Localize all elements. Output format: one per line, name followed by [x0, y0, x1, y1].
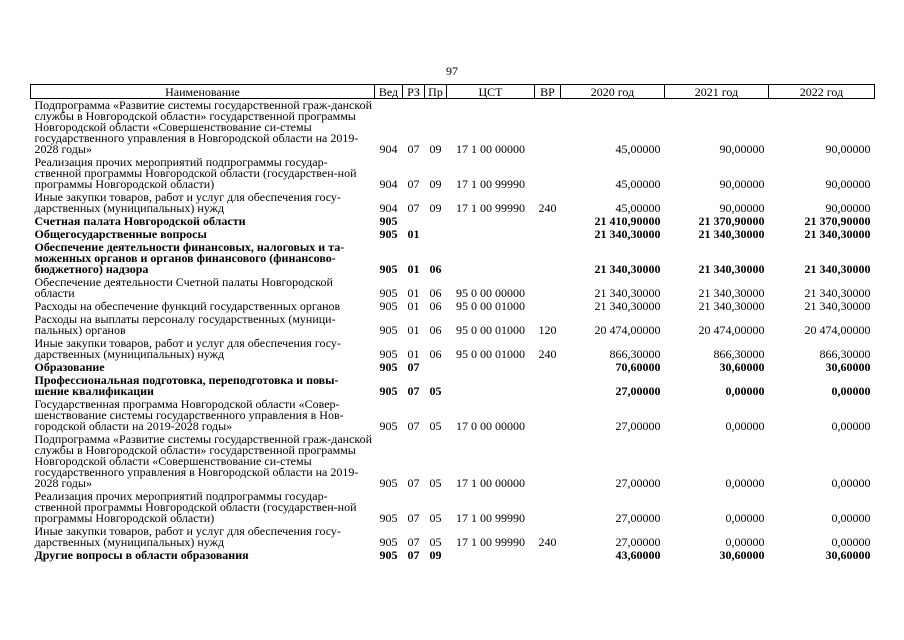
cell-name: Государственная программа Новгородской области «Совер-шенствование системы государственного управления в Нов-городской области на 2019-2028 годы»	[34, 397, 344, 433]
cell-pr: 06	[429, 262, 442, 276]
cell-ved: 905	[379, 227, 398, 241]
cell-ved: 904	[379, 177, 398, 191]
cell-name: Иные закупки товаров, работ и услуг для обеспечения госу-дарственных (муниципальных) нужд	[34, 524, 341, 549]
cell-2021: 90,00000	[719, 177, 765, 191]
cell-2020: 20 474,00000	[594, 323, 661, 337]
table-row	[31, 374, 875, 398]
table-row	[31, 191, 875, 215]
cell-vr: 240	[538, 347, 557, 361]
table-body	[31, 99, 875, 563]
cell-rz: 07	[407, 535, 420, 549]
cell-pr: 05	[429, 419, 442, 433]
header-vr: ВР	[535, 85, 561, 99]
cell-2022: 866,30000	[819, 347, 871, 361]
cell-pr: 09	[429, 201, 442, 215]
cell-vr	[535, 241, 561, 276]
cell-vr: 240	[538, 535, 557, 549]
cell-pr	[425, 361, 447, 374]
cell-pr: 09	[429, 177, 442, 191]
cell-2021: 21 340,30000	[698, 286, 765, 300]
cell-pr: 09	[429, 548, 442, 562]
cell-2022: 90,00000	[825, 142, 871, 156]
cell-pr: 06	[429, 286, 442, 300]
cell-name: Расходы на обеспечение функций государственных органов	[34, 299, 341, 313]
cell-vr	[535, 374, 561, 398]
cell-2021: 0,00000	[725, 535, 765, 549]
cell-rz: 07	[407, 177, 420, 191]
budget-table	[30, 84, 875, 562]
header-rz: РЗ	[403, 85, 425, 99]
cell-2022: 30,60000	[825, 548, 871, 562]
cell-rz: 07	[407, 142, 420, 156]
cell-rz: 07	[407, 384, 420, 398]
header-pr: Пр	[425, 85, 447, 99]
cell-vr	[535, 99, 561, 157]
cell-ved: 904	[379, 201, 398, 215]
cell-2022: 21 370,90000	[804, 214, 871, 228]
cell-cst	[447, 215, 535, 228]
cell-name: Счетная палата Новгородской области	[34, 214, 246, 228]
page-number: 97	[446, 64, 458, 78]
cell-name: Обеспечение деятельности Счетной палаты Новгородской области	[34, 275, 333, 300]
cell-2020: 27,00000	[615, 535, 661, 549]
cell-2020: 27,00000	[615, 384, 661, 398]
cell-pr: 06	[429, 299, 442, 313]
cell-rz: 07	[407, 419, 420, 433]
cell-ved: 905	[379, 323, 398, 337]
cell-cst: 95 0 00 00000	[456, 286, 525, 300]
cell-rz: 07	[407, 548, 420, 562]
cell-ved: 905	[379, 511, 398, 525]
cell-2021: 21 340,30000	[698, 227, 765, 241]
cell-name: Расходы на выплаты персоналу государственных (муници-пальных) органов	[34, 312, 336, 337]
cell-vr	[535, 549, 561, 562]
cell-name: Другие вопросы в области образования	[34, 548, 249, 562]
cell-2020: 21 340,30000	[594, 286, 661, 300]
cell-name: Реализация прочих мероприятий подпрограммы государ-ственной программы Новгородской области (государствен-ной программы Новгородской области)	[34, 155, 357, 191]
cell-vr	[535, 300, 561, 313]
cell-ved: 905	[379, 262, 398, 276]
cell-cst	[447, 228, 535, 241]
cell-name: Реализация прочих мероприятий подпрограммы государ-ственной программы Новгородской области (государствен-ной программы Новгородской области)	[34, 489, 357, 525]
cell-ved: 904	[379, 142, 398, 156]
header-name: Наименование	[31, 85, 375, 99]
cell-2020: 45,00000	[615, 201, 661, 215]
cell-cst	[447, 549, 535, 562]
cell-cst	[447, 361, 535, 374]
cell-2020: 21 410,90000	[594, 214, 661, 228]
cell-2020: 45,00000	[615, 177, 661, 191]
cell-2020: 21 340,30000	[594, 299, 661, 313]
cell-pr: 05	[429, 476, 442, 490]
cell-2020: 45,00000	[615, 142, 661, 156]
cell-pr: 05	[429, 535, 442, 549]
cell-rz: 07	[407, 201, 420, 215]
header-2021: 2021 год	[665, 85, 769, 99]
cell-rz: 07	[407, 476, 420, 490]
cell-rz: 01	[407, 323, 420, 337]
header-cst: ЦСТ	[447, 85, 535, 99]
cell-vr	[535, 361, 561, 374]
table-row	[31, 398, 875, 433]
cell-rz: 07	[407, 511, 420, 525]
table-row	[31, 156, 875, 191]
cell-name: Иные закупки товаров, работ и услуг для обеспечения госу-дарственных (муниципальных) нужд	[34, 336, 341, 361]
cell-2022: 90,00000	[825, 177, 871, 191]
cell-2021: 20 474,00000	[698, 323, 765, 337]
cell-2021: 21 340,30000	[698, 262, 765, 276]
cell-pr	[425, 228, 447, 241]
table-header	[31, 85, 875, 99]
cell-2020: 21 340,30000	[594, 227, 661, 241]
cell-name: Обеспечение деятельности финансовых, налоговых и та-моженных органов и органов финансового (финансово-бюджетного) надзора	[34, 240, 345, 276]
cell-vr	[535, 276, 561, 300]
cell-rz: 07	[407, 360, 420, 374]
cell-cst: 95 0 00 01000	[456, 323, 525, 337]
cell-cst: 95 0 00 01000	[456, 299, 525, 313]
header-row	[31, 85, 875, 99]
cell-pr: 06	[429, 323, 442, 337]
header-2022: 2022 год	[769, 85, 875, 99]
cell-ved: 905	[379, 384, 398, 398]
table-row	[31, 99, 875, 157]
cell-ved: 905	[379, 299, 398, 313]
cell-vr	[535, 398, 561, 433]
cell-2020: 27,00000	[615, 476, 661, 490]
cell-ved: 905	[379, 360, 398, 374]
cell-2020: 43,60000	[615, 548, 661, 562]
table-row	[31, 276, 875, 300]
cell-2022: 30,60000	[825, 360, 871, 374]
cell-2021: 30,60000	[719, 548, 765, 562]
header-ved: Вед	[375, 85, 403, 99]
cell-ved: 905	[379, 286, 398, 300]
cell-cst: 95 0 00 01000	[456, 347, 525, 361]
budget-table-container	[30, 84, 874, 562]
cell-2022: 21 340,30000	[804, 262, 871, 276]
cell-pr	[425, 215, 447, 228]
cell-2021: 0,00000	[725, 419, 765, 433]
table-row	[31, 525, 875, 549]
cell-2021: 90,00000	[719, 201, 765, 215]
cell-rz: 01	[407, 227, 420, 241]
cell-rz: 01	[407, 299, 420, 313]
cell-cst	[447, 241, 535, 276]
cell-2022: 0,00000	[831, 384, 871, 398]
cell-vr	[535, 215, 561, 228]
cell-ved: 905	[379, 214, 398, 228]
cell-ved: 905	[379, 347, 398, 361]
cell-rz: 01	[407, 286, 420, 300]
cell-vr	[535, 490, 561, 525]
cell-vr: 120	[538, 323, 557, 337]
cell-ved: 905	[379, 419, 398, 433]
table-row	[31, 433, 875, 490]
cell-2022: 0,00000	[831, 419, 871, 433]
cell-2021: 21 340,30000	[698, 299, 765, 313]
cell-pr: 06	[429, 347, 442, 361]
cell-2020: 21 340,30000	[594, 262, 661, 276]
cell-cst: 17 1 00 99990	[456, 201, 525, 215]
cell-cst	[447, 374, 535, 398]
cell-2022: 21 340,30000	[804, 227, 871, 241]
cell-vr	[535, 156, 561, 191]
table-row	[31, 490, 875, 525]
cell-name: Подпрограмма «Развитие системы государственной граж-данской службы в Новгородской области» государственной программы Новгородской области «Совершенствование си-стемы государственного управления в Новгородской области на 2019-2028 годы»	[34, 432, 373, 490]
table-row	[31, 241, 875, 276]
cell-pr: 05	[429, 511, 442, 525]
table-row	[31, 313, 875, 337]
cell-cst: 17 1 00 99990	[456, 511, 525, 525]
cell-2021: 0,00000	[725, 476, 765, 490]
cell-2022: 0,00000	[831, 511, 871, 525]
cell-name: Иные закупки товаров, работ и услуг для обеспечения госу-дарственных (муниципальных) нужд	[34, 190, 341, 215]
cell-2021: 30,60000	[719, 360, 765, 374]
table-row	[31, 549, 875, 562]
cell-2022: 21 340,30000	[804, 286, 871, 300]
cell-2020: 70,60000	[615, 360, 661, 374]
cell-2020: 27,00000	[615, 419, 661, 433]
cell-2022: 0,00000	[831, 535, 871, 549]
cell-2022: 21 340,30000	[804, 299, 871, 313]
cell-pr: 05	[429, 384, 442, 398]
cell-2022: 20 474,00000	[804, 323, 871, 337]
cell-2020: 27,00000	[615, 511, 661, 525]
cell-ved: 905	[379, 548, 398, 562]
cell-2022: 0,00000	[831, 476, 871, 490]
cell-cst: 17 1 00 99990	[456, 177, 525, 191]
table-row	[31, 337, 875, 361]
cell-2022: 90,00000	[825, 201, 871, 215]
cell-vr	[535, 228, 561, 241]
cell-cst: 17 1 00 99990	[456, 535, 525, 549]
cell-pr: 09	[429, 142, 442, 156]
cell-cst: 17 1 00 00000	[456, 476, 525, 490]
cell-2021: 0,00000	[725, 384, 765, 398]
cell-name: Общегосударственные вопросы	[34, 227, 207, 241]
cell-rz: 01	[407, 262, 420, 276]
cell-name: Образование	[34, 360, 105, 374]
cell-cst: 17 1 00 00000	[456, 142, 525, 156]
cell-ved: 905	[379, 535, 398, 549]
header-2020: 2020 год	[561, 85, 665, 99]
cell-cst: 17 0 00 00000	[456, 419, 525, 433]
cell-2021: 0,00000	[725, 511, 765, 525]
cell-2021: 866,30000	[713, 347, 765, 361]
cell-name: Профессиональная подготовка, переподготовка и повы-шение квалификации	[34, 373, 339, 398]
cell-ved: 905	[379, 476, 398, 490]
cell-2020: 866,30000	[609, 347, 661, 361]
cell-name: Подпрограмма «Развитие системы государственной граж-данской службы в Новгородской области» государственной программы Новгородской области «Совершенствование си-стемы государственного управления в Новгородской области на 2019-2028 годы»	[34, 98, 373, 156]
cell-rz: 01	[407, 347, 420, 361]
cell-2021: 21 370,90000	[698, 214, 765, 228]
cell-2021: 90,00000	[719, 142, 765, 156]
cell-vr: 240	[538, 201, 557, 215]
cell-vr	[535, 433, 561, 490]
